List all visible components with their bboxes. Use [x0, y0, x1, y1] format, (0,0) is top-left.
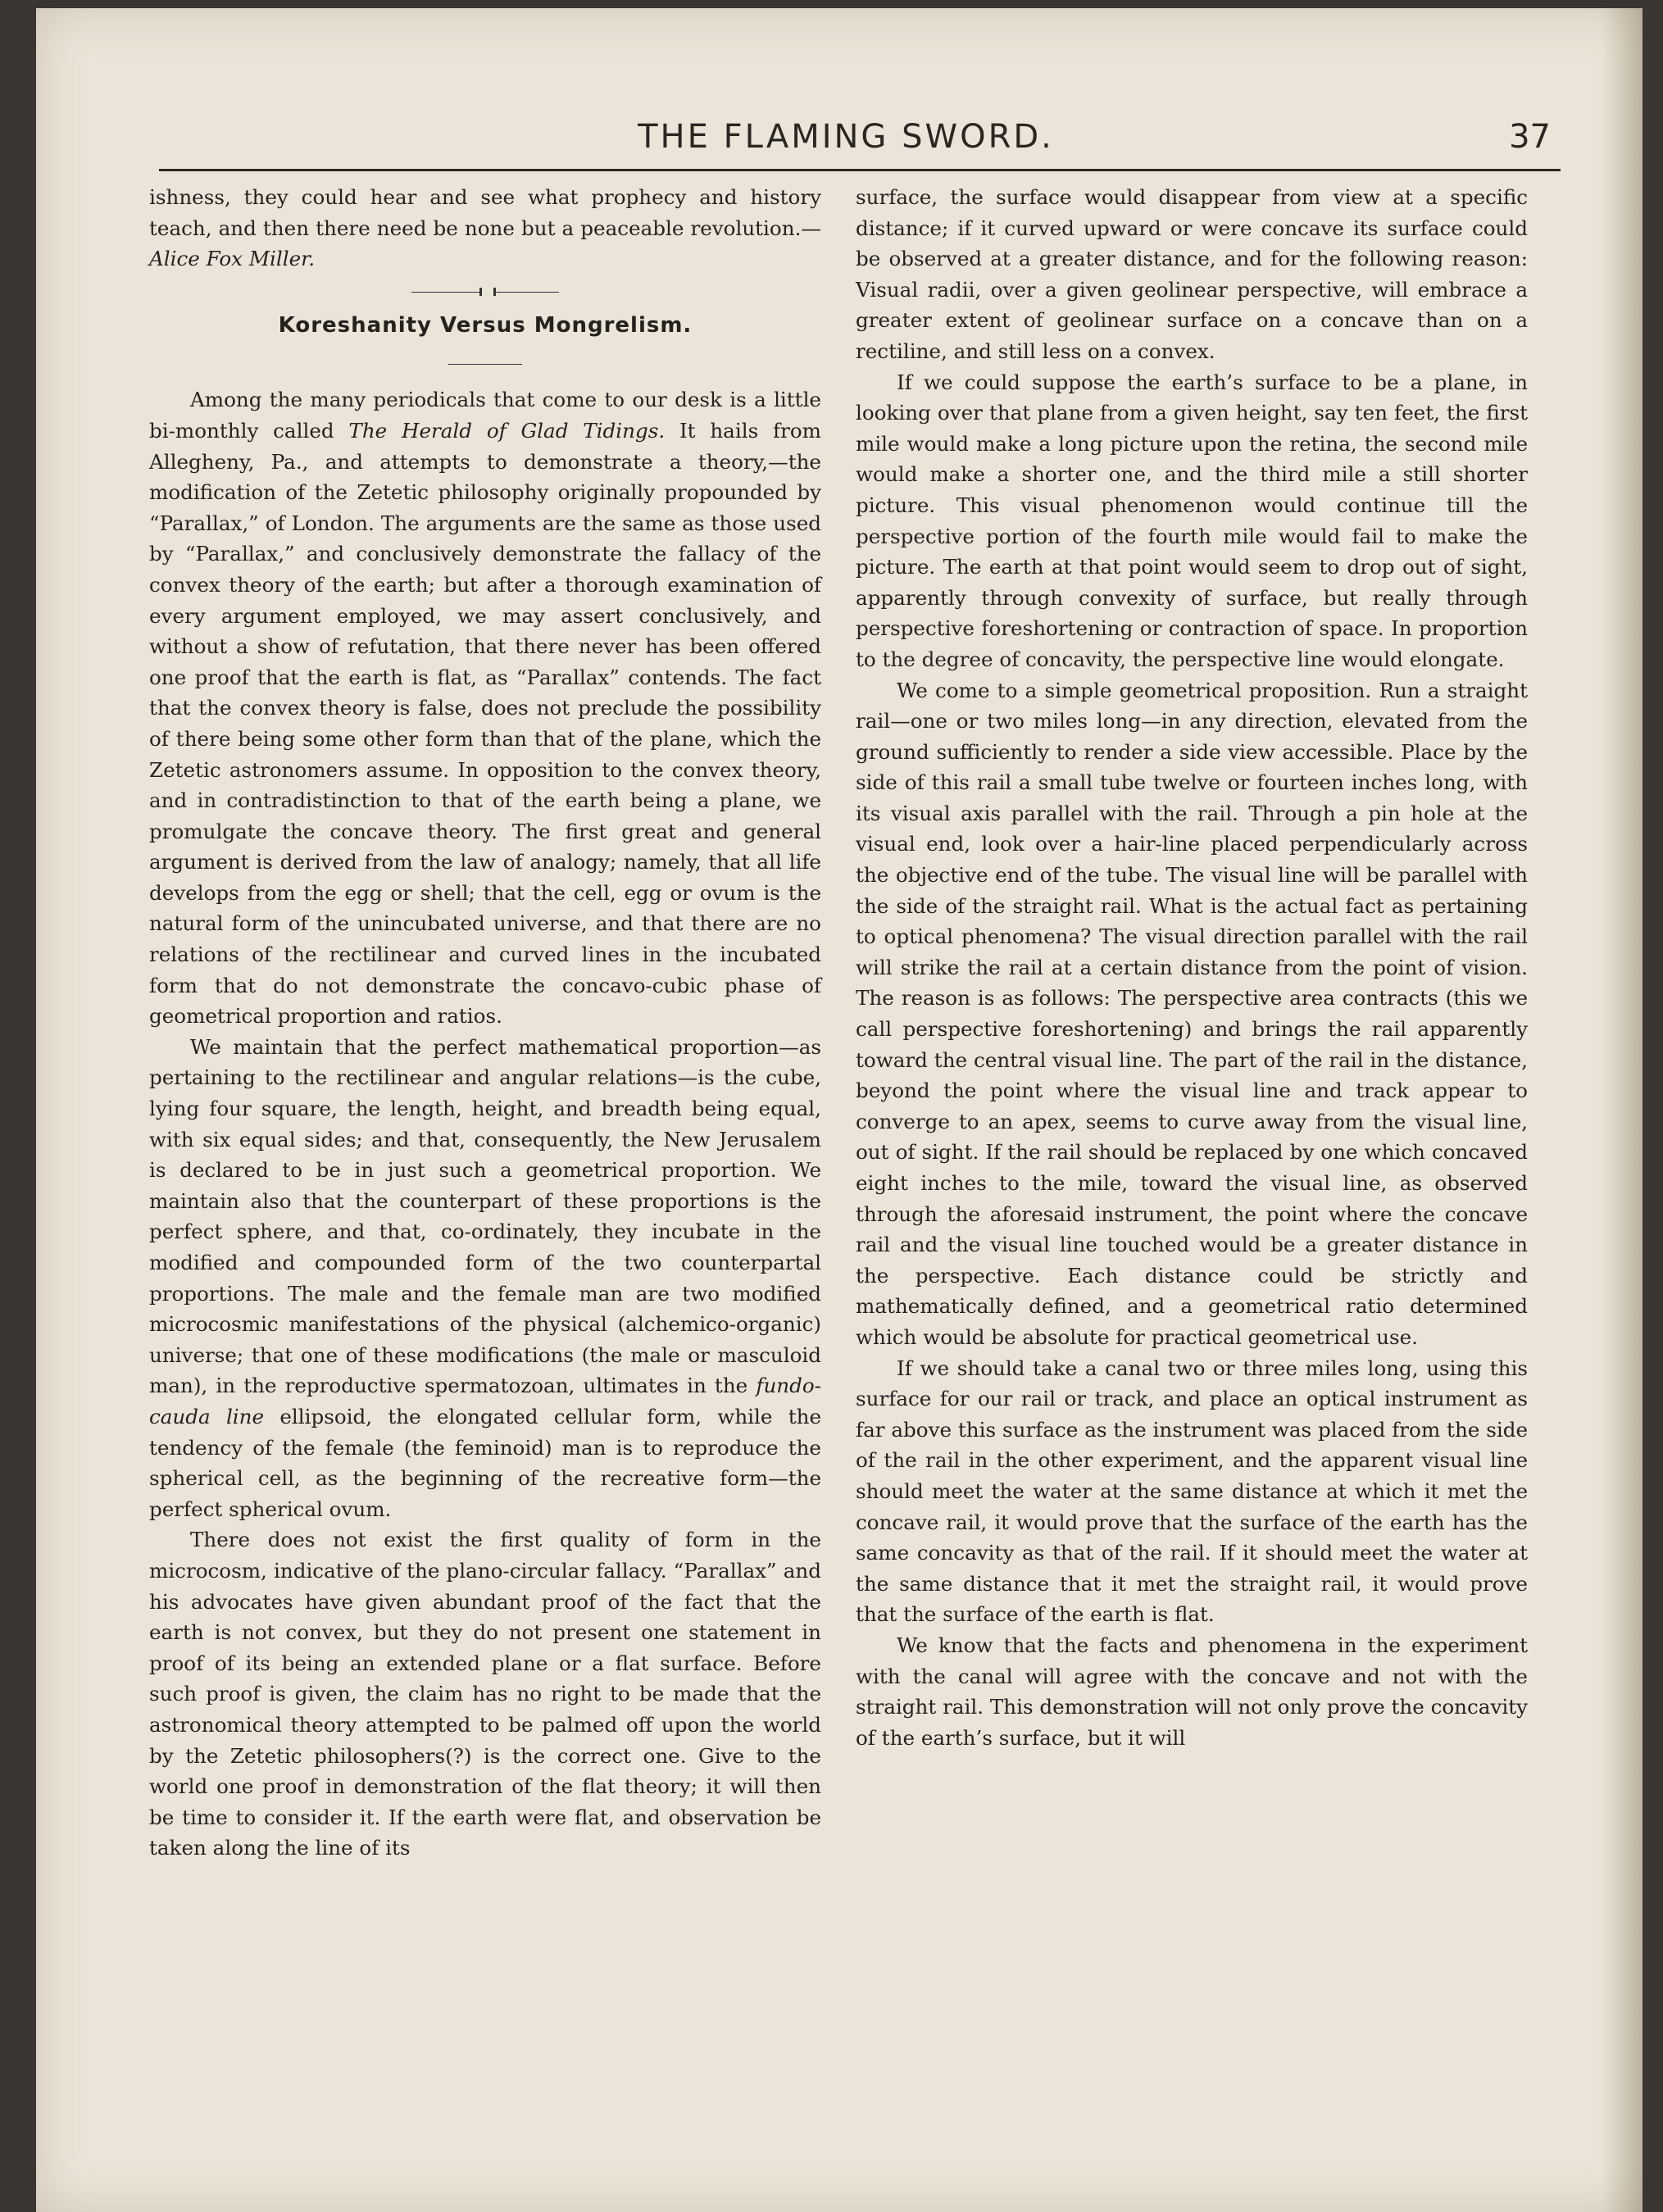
periodical-title: The Herald of Glad Tidings.: [348, 418, 666, 443]
paragraph-text: Among the many periodicals that come to our desk is a little bi-monthly called: [149, 388, 821, 443]
section-divider: [149, 283, 821, 299]
author-signature: Alice Fox Miller.: [149, 247, 316, 271]
paragraph: We know that the facts and phenomena in the experiment with the canal will agree with the concave and not with the straight rail. This demonstration will not only prove the concavity of the earth’s surface, but it will: [856, 1633, 1528, 1750]
italic-term: fundo-cauda line: [149, 1374, 821, 1428]
document-page: [36, 8, 1643, 2212]
paragraph: If we could suppose the earth’s surface to be a plane, in looking over that plane from a given height, say ten feet, the first mile would make a long picture upon the retina, the second mile would make a shorter one, and the third mile a still shorter picture. This visual phenomenon would continue till the perspective portion of the fourth mile would fail to make the picture. The earth at that point would seem to drop out of sight, apparently through convexity of surface, but really through perspective foreshortening or contraction of space. In proportion to the degree of concavity, the perspective line would elongate.: [856, 370, 1528, 671]
paragraph: surface, the surface would disappear from view at a specific distance; if it curved upward or were concave its surface could be observed at a greater distance, and for the following reason: Visual radii, over a given geolinear perspective, will embrace a greater extent of geolinear surface on a concave than on a rectiline, and still less on a convex.: [856, 185, 1528, 363]
left-column: [149, 182, 821, 2133]
right-column: [856, 182, 1528, 2133]
paragraph: [149, 182, 821, 275]
page-edge-shadow: [1602, 8, 1643, 2212]
article-heading: Koreshanity Versus Mongrelism.: [278, 312, 693, 338]
page-header: [141, 118, 1551, 164]
paragraph-text: We maintain that the perfect mathematical proportion—as pertaining to the rectilinear and angular relations—is the cube, lying four square, the length, height, and breadth being equal, with six equal sides; and that, consequently, the New Jerusalem is declared to be in just such a geometrical proportion. We maintain also that the counterpart of these proportions is the perfect sphere, and that, co-ordinately, they incubate in the modified and compounded form of the two counterpartal proportions. The male and the female man are two modified microcosmic manifestations of the physical (alchemico-organic) universe; that one of these modifications (the male or masculoid man), in the reproductive spermatozoan, ultimates in the: [149, 1034, 821, 1398]
page-number: 37: [1509, 118, 1551, 156]
paragraph: [149, 1032, 821, 1525]
heading-rule: [448, 364, 522, 365]
paragraph-text: It hails from Allegheny, Pa., and attempts to demonstrate a theory,—the modification of the Zetetic philosophy originally propounded by “Parallax,” of London. The arguments are the same as those used by “Parallax,” and conclusively demonstrate the fallacy of the convex theory of the earth; but after a thorough examination of every argument employed, we may assert conclusively, and without a show of refutation, that there never has been offered one proof that the earth is flat, as “Parallax” contends. The fact that the convex theory is false, does not preclude the possibility of there being some other form than that of the plane, which the Zetetic astronomers assume. In opposition to the convex theory, and in contradistinction to that of the earth being a plane, we promulgate the concave theory. The first great and general argument is derived from the law of analogy; namely, that all life develops from the egg or shell; that the cell, egg or ovum is the natural form of the unincubated universe, and that there are no relations of the rectilinear and curved lines in the incubated form that do not demonstrate the concavo-cubic phase of geometrical proportion and ratios.: [149, 418, 821, 1029]
paragraph-text: ishness, they could hear and see what prophecy and history teach, and then there need be none but a peaceable revolution.—: [149, 185, 821, 240]
header-rule: [159, 169, 1561, 171]
paragraph: We come to a simple geometrical proposition. Run a straight rail—one or two miles long—in any direction, elevated from the ground sufficiently to render a side view accessible. Place by the side of this rail a small tube twelve or fourteen inches long, with its visual axis parallel with the rail. Through a pin hole at the visual end, look over a hair-line placed perpendicularly across the objective end of the tube. The visual line will be parallel with the side of the straight rail. What is the actual fact as pertaining to optical phenomena? The visual direction parallel with the rail will strike the rail at a certain distance from the point of vision. The reason is as follows: The perspective area contracts (this we call perspective foreshortening) and brings the rail apparently toward the central visual line. The part of the rail in the distance, beyond the point where the visual line and track appear to converge to an apex, seems to curve away from the visual line, out of sight. If the rail should be replaced by one which concaved eight inches to the mile, toward the visual line, as observed through the aforesaid instrument, the point where the concave rail and the visual line touched would be a greater distance in the perspective. Each distance could be strictly and mathematically defined, and a geometrical ratio determined which would be absolute for practical geometrical use.: [856, 678, 1528, 1349]
paragraph: There does not exist the first quality of form in the microcosm, indicative of the plano-circular fallacy. “Parallax” and his advocates have given abundant proof of the fact that the earth is not convex, but they do not present one statement in proof of its being an extended plane or a flat surface. Before such proof is given, the claim has no right to be made that the astronomical theory attempted to be palmed off upon the world by the Zetetic philosophers(?) is the correct one. Give to the world one proof in demonstration of the flat theory; it will then be time to consider it. If the earth were flat, and observation be taken along the line of its: [149, 1528, 821, 1860]
paragraph-text: ellipsoid, the elongated cellular form, while the tendency of the female (the feminoid) man is to reproduce the spherical cell, as the beginning of the recreative form—the perfect spherical ovum.: [149, 1404, 821, 1521]
paragraph: If we should take a canal two or three miles long, using this surface for our rail or track, and place an optical instrument as far above this surface as the instrument was placed from the side of the rail in the other experiment, and the apparent visual line should meet the water at the same distance at which it met the concave rail, it would prove that the surface of the earth has the same concavity as that of the rail. If it should meet the water at the same distance that it met the straight rail, it would prove that the surface of the earth is flat.: [856, 1356, 1528, 1627]
running-title: THE FLAMING SWORD.: [638, 118, 1054, 156]
paragraph: [149, 384, 821, 1031]
